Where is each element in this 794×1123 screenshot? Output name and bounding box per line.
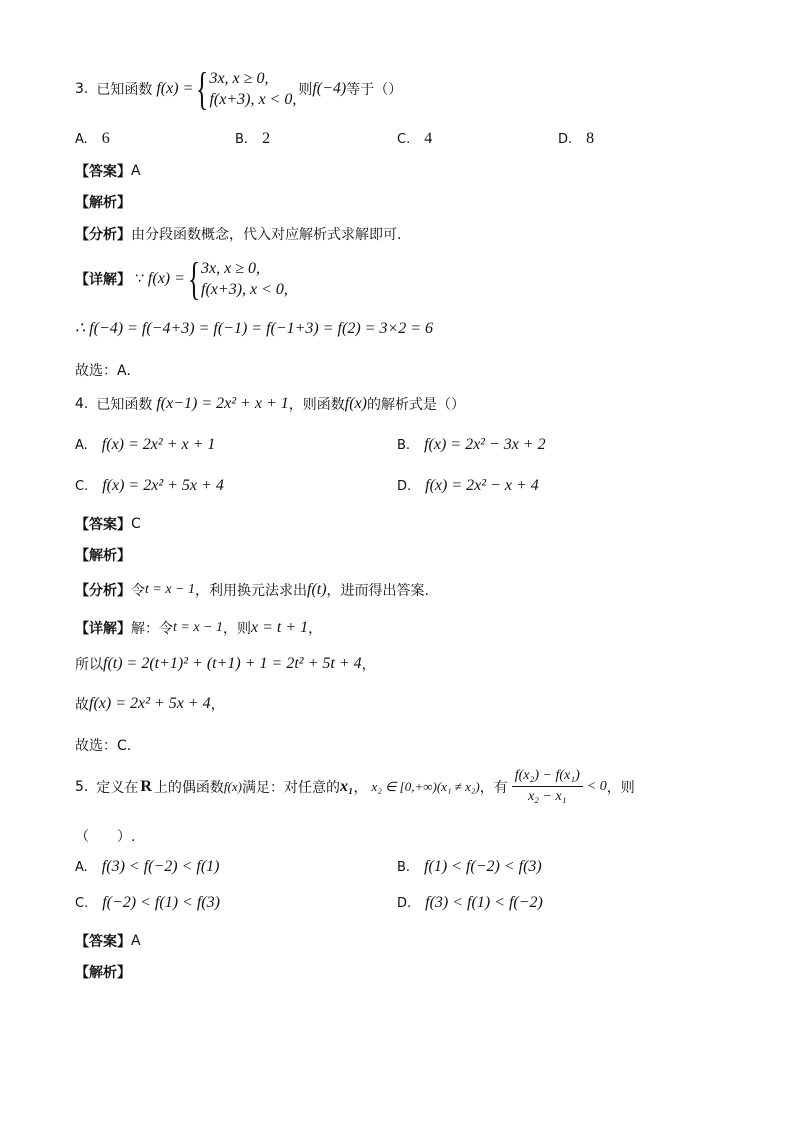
q4-conclusion	[75, 735, 131, 755]
q5-text2: 上的偶函数	[153, 779, 224, 796]
q3-jiexi	[75, 192, 131, 212]
q3-answer	[75, 161, 141, 181]
q5-options-2-letter: C.	[75, 896, 89, 911]
q5-text6: ，则	[606, 779, 635, 796]
q3-brace-2: {	[187, 253, 201, 304]
q5-option-a	[75, 858, 220, 876]
q5-frac_den: x₂ − x₁	[527, 789, 567, 804]
q3-conclusion	[75, 360, 131, 380]
q3-options-0-value: 6	[101, 130, 110, 147]
q3-fm4: f(−4)	[312, 80, 347, 97]
q4-step3_b: ，	[210, 697, 225, 713]
q3-options-2-value: 4	[424, 130, 433, 147]
q3-xiangjie_tag: 【详解】	[75, 272, 131, 288]
q5-text4: ，	[353, 779, 368, 796]
q3-fenxi	[75, 224, 401, 244]
q3-text1: 已知函数	[96, 82, 153, 98]
q5-options-1-letter: B.	[397, 860, 411, 875]
q3-options-1-letter: B.	[235, 132, 249, 147]
q4-option-b	[397, 436, 546, 454]
q4-step2_b: ，	[361, 657, 376, 673]
q5-answer	[75, 931, 141, 951]
q4-options-3-value: f(x) = 2x² − x + 4	[425, 477, 539, 494]
q5-text5: ，有	[479, 779, 508, 796]
q4-step1_x: x = t + 1	[251, 619, 309, 636]
q4-stem	[75, 394, 465, 414]
q5-paren: （ ）.	[75, 829, 136, 845]
q3-fenxi: 由分段函数概念，代入对应解析式求解即可.	[131, 227, 402, 243]
q4-text2: ，则函数	[288, 397, 345, 413]
q4-text3: 的解析式是（）	[366, 397, 465, 413]
q4-fenxi_c: ，进而得出答案.	[326, 583, 429, 599]
q3-options-2-letter: C.	[397, 132, 411, 147]
q5-num: 5.	[75, 778, 89, 795]
q3-fx: f(x) =	[147, 270, 185, 287]
q5-answer: A	[131, 933, 141, 949]
q4-step2_a: 所以	[75, 657, 103, 673]
q3-brace: {	[196, 63, 209, 114]
q5-jiexi_tag: 【解析】	[75, 965, 131, 981]
q3-fenxi_tag: 【分析】	[75, 227, 131, 243]
q5-option-b	[397, 858, 542, 876]
q4-option-a	[75, 436, 215, 454]
q4-fenxi_a: 令	[131, 583, 145, 599]
q5-text1: 定义在	[96, 779, 139, 796]
q3-jiexi_tag: 【解析】	[75, 195, 131, 211]
q4-given: f(x−1) = 2x² + x + 1	[156, 395, 289, 412]
q3-text3: 等于（）	[346, 82, 403, 98]
q5-stem	[75, 768, 635, 805]
q5-option-d	[397, 894, 543, 912]
q4-answer	[75, 514, 141, 534]
q3-case1: 3x, x ≥ 0,	[201, 260, 260, 277]
q4-option-d	[397, 477, 539, 495]
q3-because: ∵	[135, 271, 144, 287]
q5-option-c	[75, 894, 220, 912]
q4-step3_a: 故	[75, 697, 89, 713]
q4-step1_c: ，	[308, 621, 323, 637]
q5-options-1-value: f(1) < f(−2) < f(3)	[424, 858, 542, 875]
q4-text1: 已知函数	[96, 397, 153, 413]
q3-number: 3.	[75, 81, 89, 97]
q3-fx: f(x) =	[156, 80, 194, 97]
q3-case1: 3x, x ≥ 0,	[209, 70, 269, 87]
q5-frac_num: f(x₂) − f(x₁)	[512, 768, 583, 787]
q3-option-d	[558, 130, 594, 148]
q5-text3: 满足：对任意的	[241, 779, 340, 796]
q3-stem	[75, 63, 403, 114]
q4-fenxi	[75, 580, 429, 600]
q3-text2: 则	[298, 82, 313, 98]
q5-fraction	[512, 768, 583, 805]
q4-num: 4.	[75, 396, 89, 412]
q4-option-c	[75, 477, 224, 495]
q4-fenxi_t: t = x − 1	[145, 582, 195, 597]
q4-options-0-value: f(x) = 2x² + x + 1	[101, 436, 216, 453]
q5-options-3-letter: D.	[397, 896, 412, 911]
q5-x1: x₁	[339, 777, 354, 795]
q4-xiangjie	[75, 618, 322, 638]
q4-options-2-value: f(x) = 2x² + 5x + 4	[102, 477, 224, 494]
q4-options-1-value: f(x) = 2x² − 3x + 2	[424, 436, 546, 453]
q3-cases	[209, 68, 296, 110]
q3-conclusion: 故选：A.	[75, 363, 131, 379]
q4-fenxi_b: ，利用换元法求出	[195, 583, 307, 599]
q3-calc	[75, 318, 433, 338]
q5-options-3-value: f(3) < f(1) < f(−2)	[425, 894, 543, 911]
q4-options-0-letter: A.	[75, 438, 88, 453]
q4-options-1-letter: B.	[397, 438, 411, 453]
q3-option-c	[397, 130, 432, 148]
q4-fenxi_tag: 【分析】	[75, 583, 131, 599]
q5-fx: f(x)	[223, 778, 242, 794]
q3-option-b	[235, 130, 270, 148]
q4-jiexi	[75, 545, 131, 565]
q3-options-1-value: 2	[262, 130, 271, 147]
q5-R: R	[140, 777, 152, 795]
q5-options-0-letter: A.	[75, 860, 88, 875]
q3-answer: A	[131, 163, 141, 179]
q3-calc: ∴ f(−4) = f(−4+3) = f(−1) = f(−1+3) = f(2) = 3×2 = 6	[75, 320, 434, 337]
q4-step3_expr: f(x) = 2x² + 5x + 4	[89, 695, 211, 712]
q3-option-a	[75, 130, 110, 148]
q5-lt0: < 0	[586, 778, 607, 794]
q3-xiangjie	[75, 253, 288, 304]
q4-jiexi_tag: 【解析】	[75, 548, 131, 564]
q4-fx: f(x)	[344, 395, 367, 412]
q4-options-3-letter: D.	[397, 479, 412, 494]
q4-step2_expr: f(t) = 2(t+1)² + (t+1) + 1 = 2t² + 5t + 4	[103, 655, 362, 672]
q3-options-3-letter: D.	[558, 132, 573, 147]
q5-cond: x₂ ∈ [0,+∞)(x₁ ≠ x₂)	[371, 778, 480, 794]
q4-answer: C	[131, 516, 141, 532]
q3-options-0-letter: A.	[75, 132, 88, 147]
q4-step1_t: t = x − 1	[173, 620, 223, 635]
q4-step1_a: 解：令	[131, 621, 173, 637]
q5-options-2-value: f(−2) < f(1) < f(3)	[102, 894, 220, 911]
q5-options-0-value: f(3) < f(−2) < f(1)	[101, 858, 220, 875]
q4-options-2-letter: C.	[75, 479, 89, 494]
q4-step1_b: ，则	[223, 621, 251, 637]
q3-options-3-value: 8	[586, 130, 595, 147]
q4-step3	[75, 694, 225, 714]
q5-jiexi	[75, 962, 131, 982]
q4-conclusion: 故选：C.	[75, 738, 132, 754]
q4-fenxi_ft: f(t)	[307, 581, 327, 598]
q5-paren	[75, 826, 135, 846]
q4-xiangjie_tag: 【详解】	[75, 621, 131, 637]
q4-step2	[75, 654, 376, 674]
q4-answer_tag: 【答案】	[75, 517, 131, 533]
q3-case2: f(x+3), x < 0,	[201, 281, 288, 298]
q3-case2: f(x+3), x < 0,	[209, 91, 297, 108]
q3-answer_tag: 【答案】	[75, 164, 131, 180]
q5-answer_tag: 【答案】	[75, 934, 131, 950]
